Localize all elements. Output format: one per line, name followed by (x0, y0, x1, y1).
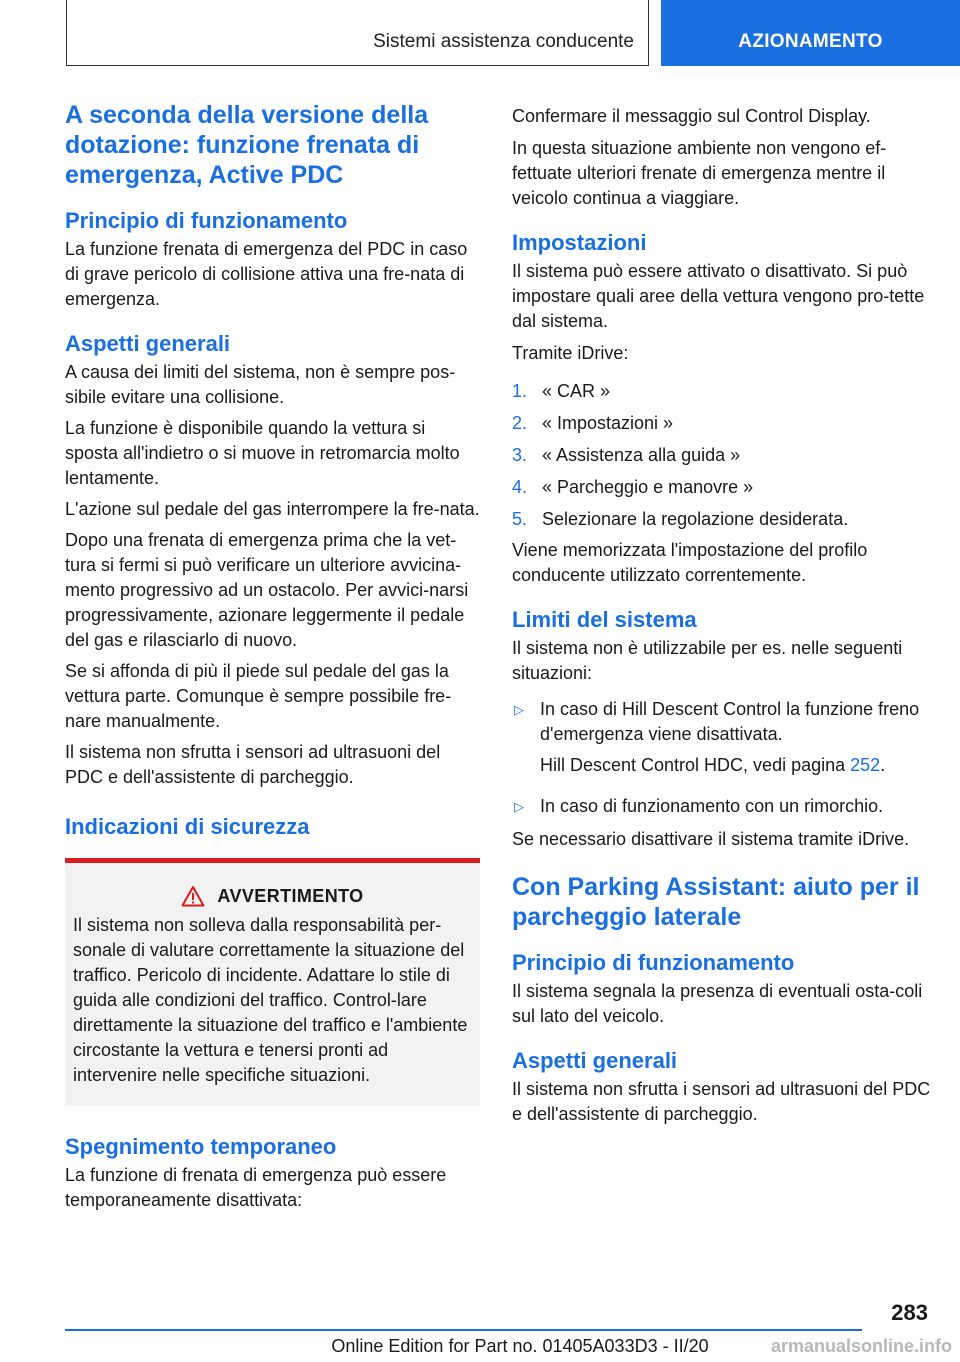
memorized-text: Viene memorizzata l'impostazione del profilo conducente utilizzato correntemente. (512, 540, 868, 585)
chapter-title: Sistemi assistenza conducente (373, 31, 634, 52)
limits-text: Il sistema non è utilizzabile per es. nelle seguenti situazioni: (512, 638, 903, 683)
general-paragraph: La funzione è disponibile quando la vettura si sposta all'indietro o si muove in retromarcia molto lentamente. (65, 418, 460, 488)
triangle-bullet-icon: ▷ (514, 799, 524, 814)
section-heading: A seconda della versione della dotazione: funzione frenata di emergenza, Active PDC (65, 101, 429, 189)
step-text: « CAR » (542, 381, 611, 401)
header-chapter-tab (66, 0, 649, 66)
temporary-heading: Spegnimento temporaneo (65, 1134, 337, 1159)
left-column (65, 100, 480, 1213)
header-section-tab (661, 0, 960, 66)
idrive-text: Tramite iDrive: (512, 343, 629, 363)
step-number: 4. (512, 477, 528, 497)
general-paragraph: A causa dei limiti del sistema, non è sempre pos-sibile evitare una collisione. (65, 362, 456, 407)
edition-text: Online Edition for Part no. 01405A033D3 - II/20 (331, 1336, 709, 1356)
triangle-bullet-icon: ▷ (514, 702, 524, 717)
pa-general-text: Il sistema non sfrutta i sensori ad ultrasuoni del PDC e dell'assistente di parcheggio. (512, 1079, 931, 1124)
confirm-text: Confermare il messaggio sul Control Display. (512, 106, 871, 126)
parking-assistant-heading: Con Parking Assistant: aiuto per il parcheggio laterale (512, 873, 920, 931)
deactivate-text: Se necessario disattivare il sistema tramite iDrive. (512, 829, 910, 849)
cross-reference (512, 753, 932, 778)
cross-reference-suffix: . (880, 755, 886, 775)
step-number: 5. (512, 509, 528, 529)
step-text: « Parcheggio e manovre » (542, 477, 754, 497)
list-item (512, 507, 932, 532)
settings-heading: Impostazioni (512, 230, 647, 255)
general-heading: Aspetti generali (65, 331, 231, 356)
right-column (512, 104, 932, 1127)
warning-box (65, 863, 480, 1106)
list-item (512, 475, 932, 500)
principle-heading: Principio di funzionamento (65, 208, 348, 233)
environment-text: In questa situazione ambiente non vengono ef-fettuate ulteriori frenate di emergenza mentre il veicolo continua a viaggiare. (512, 138, 887, 208)
limits-heading: Limiti del sistema (512, 607, 697, 632)
step-text: « Assistenza alla guida » (542, 445, 741, 465)
step-number: 1. (512, 381, 528, 401)
temporary-text: La funzione di frenata di emergenza può essere temporaneamente disattivata: (65, 1165, 447, 1210)
footer-rule (65, 1329, 862, 1331)
warning-title-row (73, 885, 472, 907)
steps-list (512, 379, 932, 532)
step-text: « Impostazioni » (542, 413, 674, 433)
bullet-text: In caso di Hill Descent Control la funzione freno d'emergenza viene disattivata. (540, 699, 920, 744)
general-paragraph: Il sistema non sfrutta i sensori ad ultrasuoni del PDC e dell'assistente di parcheggio. (65, 742, 441, 787)
warning-triangle-icon (181, 885, 205, 907)
list-item (512, 443, 932, 468)
list-item (512, 411, 932, 436)
general-paragraph: L'azione sul pedale del gas interrompere la fre-nata. (65, 499, 480, 519)
limits-list (512, 697, 932, 819)
cross-reference-text: Hill Descent Control HDC, vedi pagina (540, 755, 851, 775)
list-item (512, 379, 932, 404)
general-paragraph: Dopo una frenata di emergenza prima che la vet-tura si fermi si può verificare un ulteriore avvicina-mento progressivo ad un ostacolo. Per avvici-narsi progressivamente, azionare leggermente il pedale del gas e rilasciarlo di nuovo. (65, 530, 469, 650)
watermark: armanualsonline.info (770, 1336, 952, 1356)
list-item (512, 697, 932, 786)
list-item (512, 794, 932, 819)
page-link[interactable]: 252 (850, 755, 881, 775)
step-number: 2. (512, 413, 528, 433)
pa-general-heading: Aspetti generali (512, 1048, 678, 1073)
general-paragraph: Se si affonda di più il piede sul pedale del gas la vettura parte. Comunque è sempre possibile fre-nare manualmente. (65, 661, 452, 731)
step-text: Selezionare la regolazione desiderata. (542, 509, 849, 529)
warning-title: AVVERTIMENTO (217, 885, 364, 906)
page-number: 283 (891, 1300, 928, 1325)
bullet-text: In caso di funzionamento con un rimorchio. (540, 796, 884, 816)
warning-text: Il sistema non solleva dalla responsabilità per-sonale di valutare correttamente la situazione del traffico. Pericolo di incidente. Adattare lo stile di guida alle condizioni del traffico. Control-lare direttamente la situazione del traffico e l'ambiente circostante la vettura e tenersi pronti ad intervenire nelle specifiche situazioni. (73, 915, 468, 1085)
section-title: AZIONAMENTO (738, 31, 883, 52)
step-number: 3. (512, 445, 528, 465)
safety-heading: Indicazioni di sicurezza (65, 814, 310, 839)
pa-principle-text: Il sistema segnala la presenza di eventuali osta-coli sul lato del veicolo. (512, 981, 923, 1026)
settings-text: Il sistema può essere attivato o disattivato. Si può impostare quali aree della vettura vengono pro-tette dal sistema. (512, 261, 925, 331)
pa-principle-heading: Principio di funzionamento (512, 950, 795, 975)
principle-text: La funzione frenata di emergenza del PDC in caso di grave pericolo di collisione attiva una fre-nata di emergenza. (65, 239, 468, 309)
